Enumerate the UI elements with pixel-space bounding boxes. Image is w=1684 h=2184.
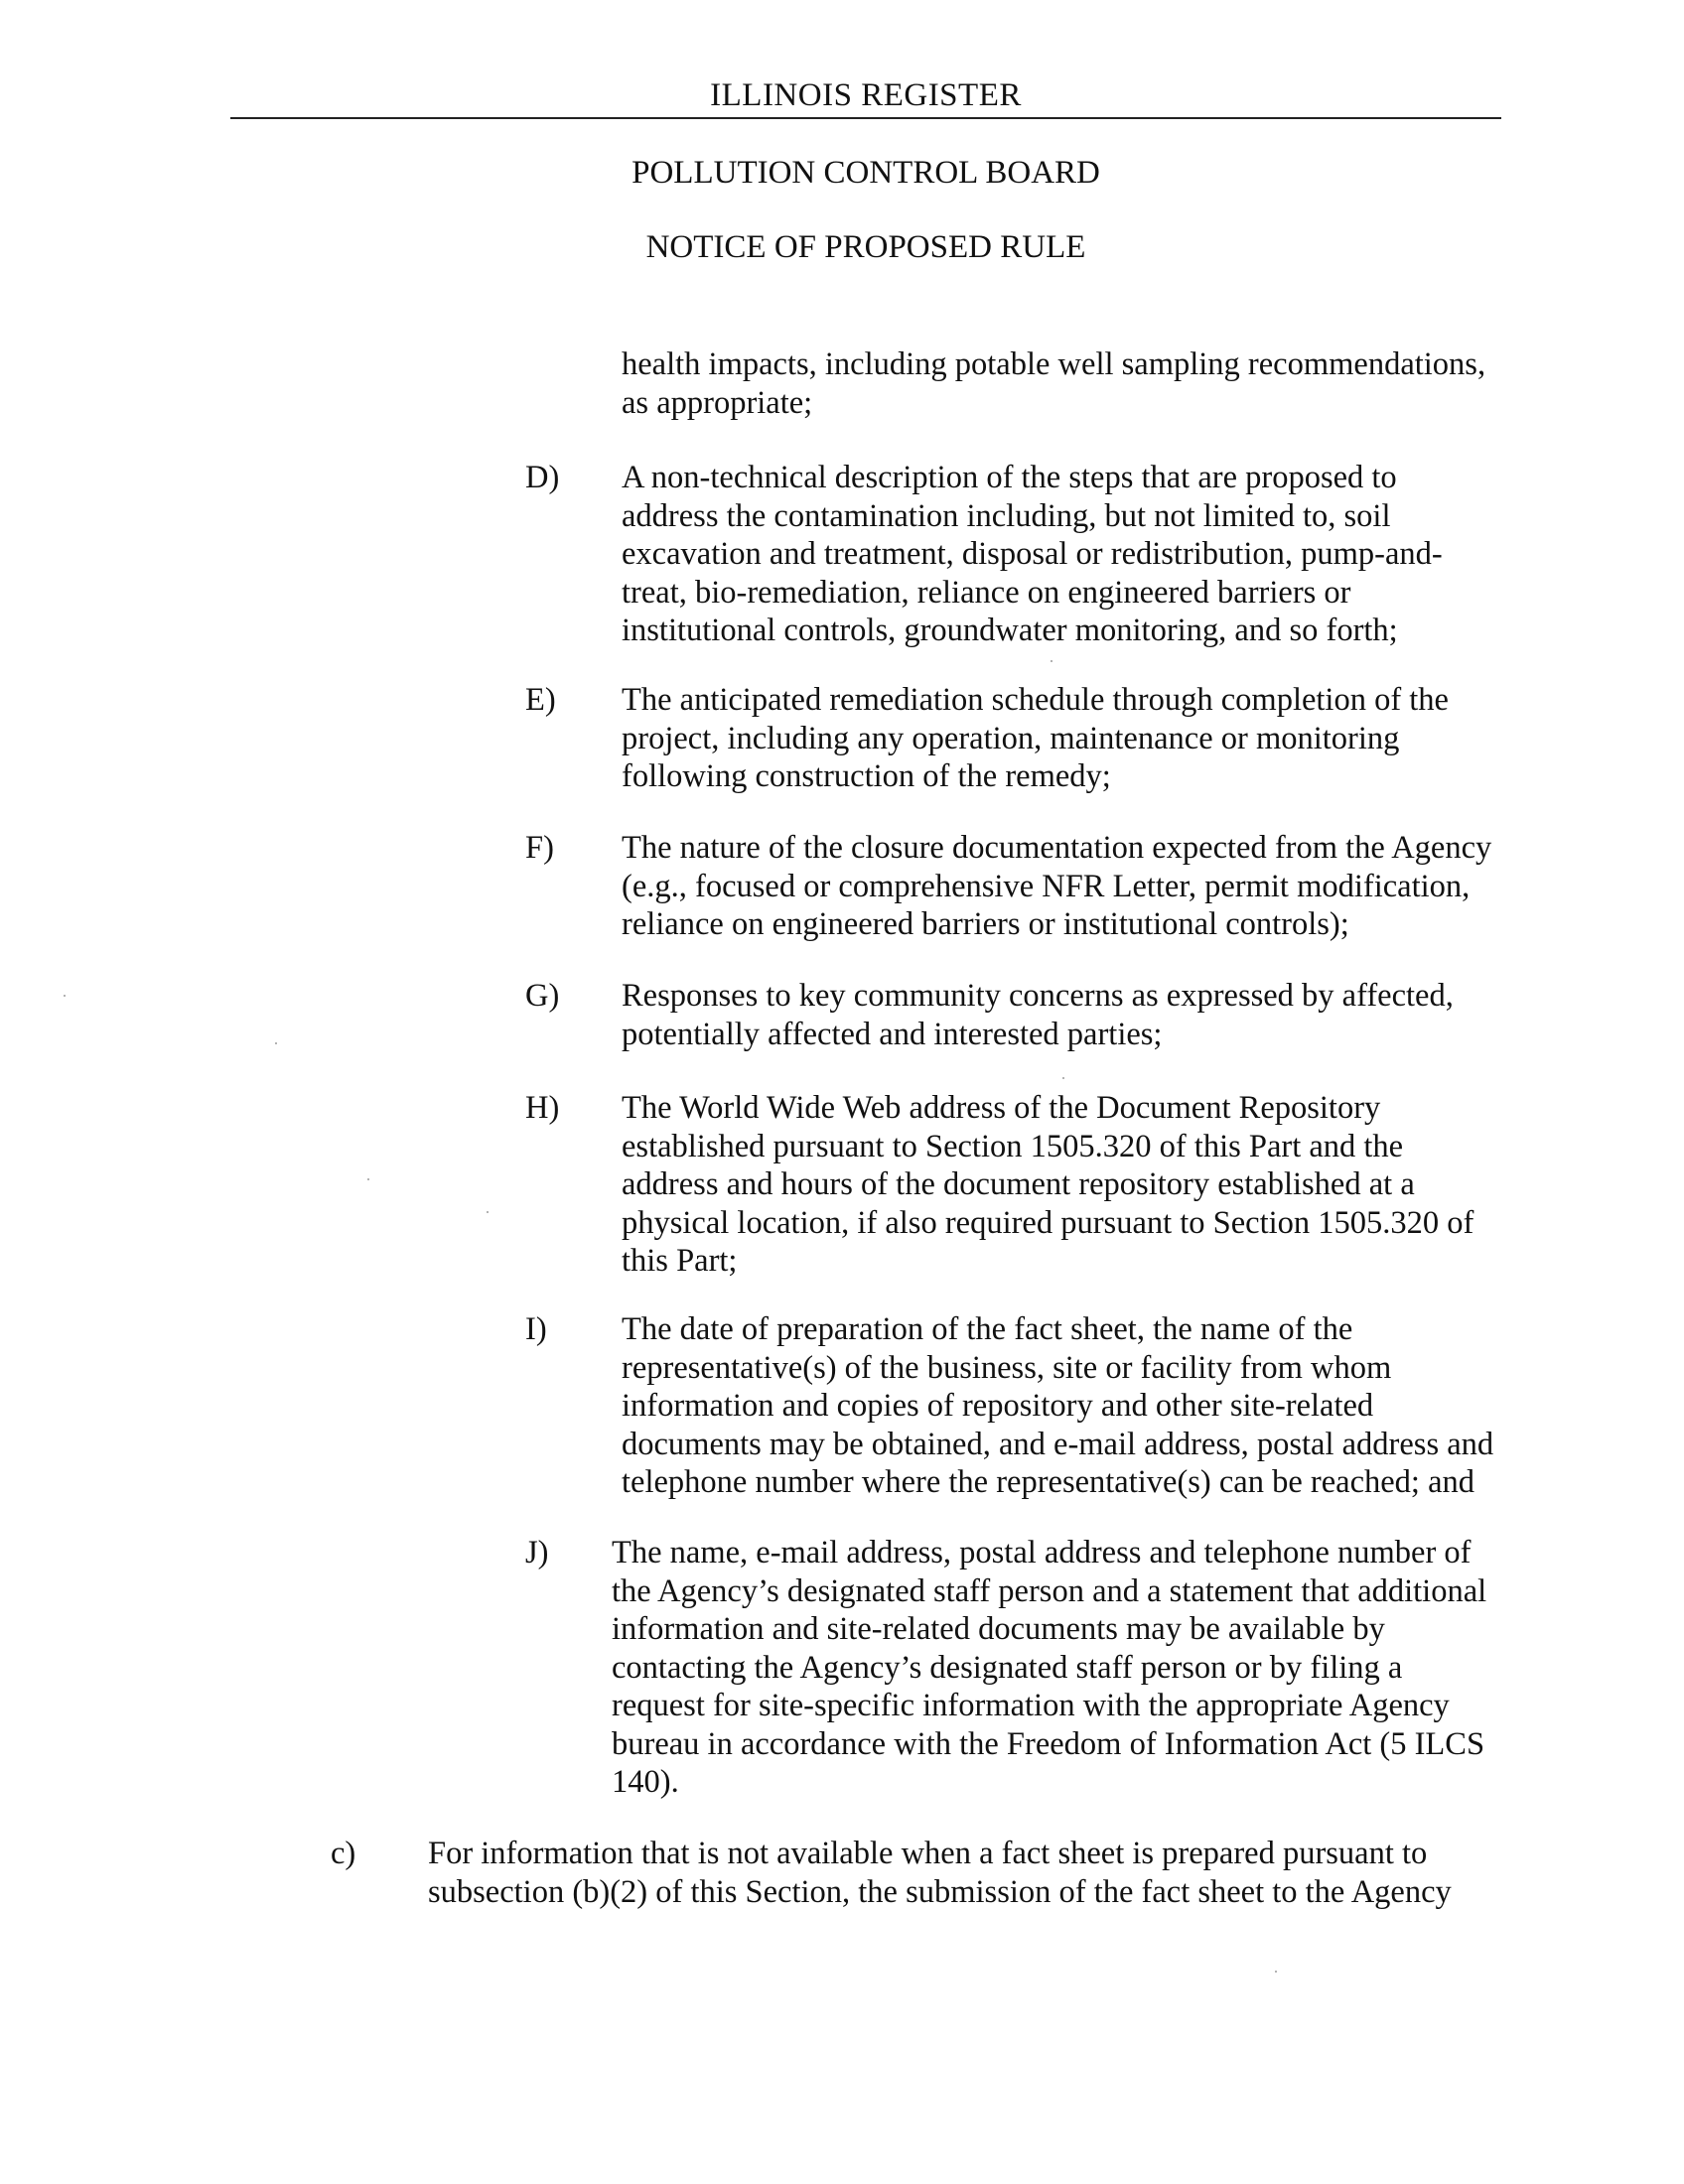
item-h-text: The World Wide Web address of the Document Repository established pursuant to Section 1505.320 of this Part and the address and hours of the document repository established at a physical location, if also required pursuant to Section 1505.320 of this Part; <box>622 1090 1474 1279</box>
item-marker-f: F) <box>525 830 554 866</box>
item-marker-e: E) <box>525 682 556 718</box>
scan-speck <box>64 995 66 997</box>
scan-speck <box>1062 1077 1064 1079</box>
register-title: ILLINOIS REGISTER <box>710 77 1022 113</box>
scan-speck <box>367 1178 369 1180</box>
item-i-text: The date of preparation of the fact sheet, the name of the representative(s) of the business, site or facility from whom information and copies of repository and other site-related documents may be obtained, and e-mail address, postal address and telephone number where the representative(s) can be reached; and <box>622 1311 1494 1500</box>
item-f-text: The nature of the closure documentation expected from the Agency (e.g., focused or comprehensive NFR Letter, permit modification, reliance on engineered barriers or institutional controls); <box>622 830 1492 942</box>
item-marker-g: G) <box>525 978 560 1014</box>
item-j-text: The name, e-mail address, postal address and telephone number of the Agency’s designated staff person and a statement that additional information and site-related documents may be available by contacting the Agency’s designated staff person or by filing a request for site-specific information with the appropriate Agency bureau in accordance with the Freedom of Information Act (5 ILCS 140). <box>612 1535 1487 1800</box>
scan-speck <box>1275 1971 1277 1973</box>
scan-speck <box>275 1042 277 1044</box>
board-name: POLLUTION CONTROL BOARD <box>632 155 1100 191</box>
item-g-text: Responses to key community concerns as expressed by affected, potentially affected and interested parties; <box>622 978 1454 1052</box>
notice-type: NOTICE OF PROPOSED RULE <box>645 229 1086 265</box>
item-d-text: A non-technical description of the steps that are proposed to address the contamination including, but not limited to, soil excavation and treatment, disposal or redistribution, pump-and- treat, bio-remediation, reliance on engineered barriers or institutional controls, groundwater monitoring, and so forth; <box>622 460 1443 648</box>
paragraph-text: health impacts, including potable well sampling recommendations, as appropriate; <box>622 346 1486 421</box>
subsection-c-text: For information that is not available when a fact sheet is prepared pursuant to subsection (b)(2) of this Section, the submission of the fact sheet to the Agency <box>428 1836 1452 1910</box>
subsection-marker-c: c) <box>331 1836 356 1871</box>
scan-speck <box>487 1211 489 1213</box>
item-e-text: The anticipated remediation schedule through completion of the project, including any operation, maintenance or monitoring following construction of the remedy; <box>622 682 1449 794</box>
item-marker-h: H) <box>525 1090 560 1126</box>
item-marker-i: I) <box>525 1311 547 1347</box>
item-marker-j: J) <box>525 1535 549 1570</box>
header-rule <box>230 117 1501 119</box>
scan-speck <box>1051 660 1052 662</box>
item-marker-d: D) <box>525 460 560 495</box>
